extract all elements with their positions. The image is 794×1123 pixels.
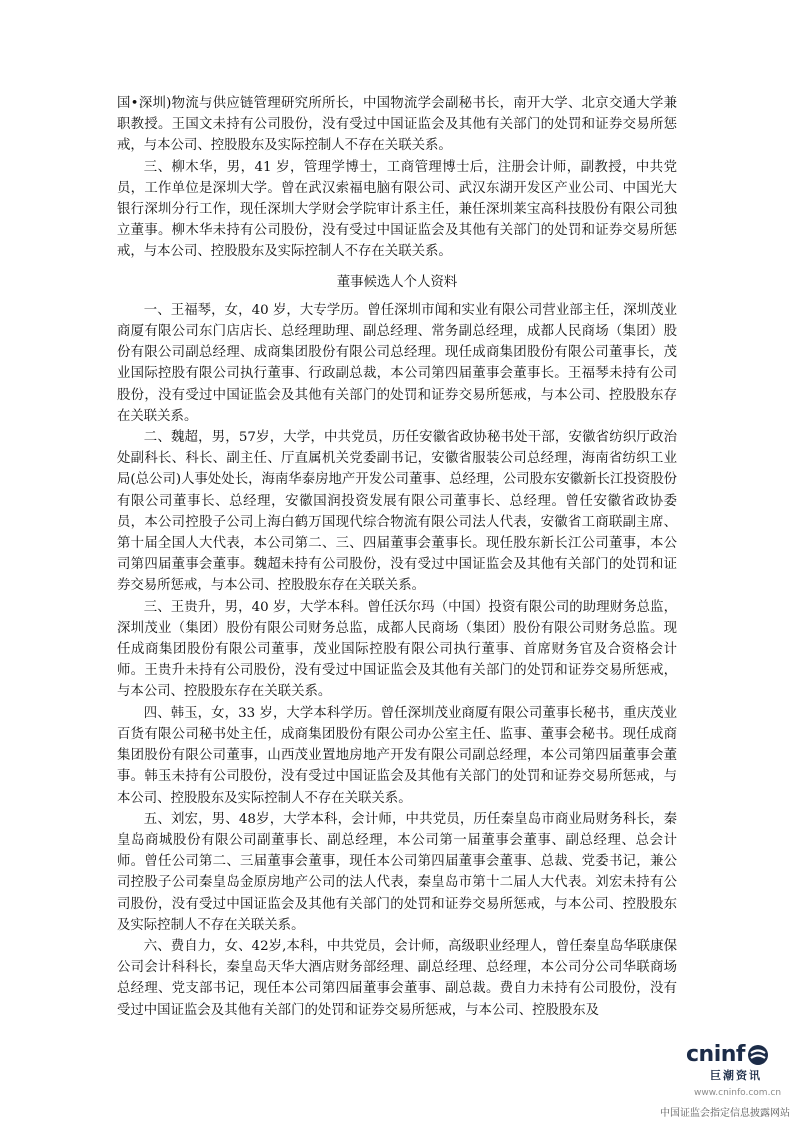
cninfo-logo <box>640 1042 794 1123</box>
logo-mark <box>686 1042 769 1067</box>
paragraph: 三、柳木华，男，41 岁，管理学博士，工商管理博士后，注册会计师，副教授，中共党员，工作单位是深圳大学。曾在武汉索福电脑有限公司、武汉东湖开发区产业公司、中国光大银行深圳分行工作，现任深圳大学财会学院审计系主任，兼任深圳莱宝高科技股份有限公司独立董事。柳木华未持有公司股份，没有受过中国证监会及其他有关部门的处罚和证券交易所惩戒，与本公司、控股股东及实际控制人不存在关联关系。 <box>117 159 677 260</box>
paragraph: 一、王福琴，女，40 岁，大专学历。曾任深圳市闻和实业有限公司营业部主任，深圳茂业商厦有限公司东门店店长、总经理助理、副总经理、常务副总经理，成都人民商场（集团）股份有限公司副总经理、成商集团股份有限公司总经理。现任成商集团股份有限公司董事长，茂业国际控股有限公司执行董事、行政副总裁，本公司第四届董事会董事长。王福琴未持有公司股份，没有受过中国证监会及其他有关部门的处罚和证券交易所惩戒，与本公司、控股股东存在关联关系。 <box>117 302 677 424</box>
logo-site-caption: 中国证监会指定信息披露网站 <box>660 1108 790 1119</box>
logo-chinese-name: 巨潮资讯 <box>710 1069 762 1082</box>
paragraph-group-bottom <box>117 300 677 1021</box>
paragraph: 国•深圳)物流与供应链管理研究所所长，中国物流学会副秘书长，南开大学、北京交通大学兼职教授。王国文未持有公司股份，没有受过中国证监会及其他有关部门的处罚和证券交易所惩戒，与本公司、控股股东及实际控制人不存在关联关系。 <box>117 96 677 154</box>
paragraph-group-top <box>117 93 677 263</box>
paragraph: 二、魏超，男，57岁，大学，中共党员，历任安徽省政协秘书处干部，安徽省纺织厅政治处副科长、科长、副主任、厅直属机关党委副书记，安徽省服装公司总经理，海南省纺织工业局(总公司)人事处处长，海南华泰房地产开发公司董事、总经理，公司股东安徽新长江投资股份有限公司董事长、总经理，安徽国润投资发展有限公司董事长、总经理。曾任安徽省政协委员，本公司控股子公司上海白鹤万国现代综合物流有限公司法人代表，安徽省工商联副主席、第十届全国人大代表，本公司第二、三、四届董事会董事长。现任股东新长江公司董事，本公司第四届董事会董事。魏超未持有公司股份，没有受过中国证监会及其他有关部门的处罚和证券交易所惩戒，与本公司、控股股东存在关联关系。 <box>117 430 677 594</box>
document-body <box>117 93 677 1021</box>
section-heading: 董事候选人个人资料 <box>336 274 458 290</box>
paragraph: 六、费自力，女、42岁,本科，中共党员，会计师，高级职业经理人，曾任秦皇岛华联康保公司会计科科长，秦皇岛天华大酒店财务部经理、副总经理、总经理，本公司分公司华联商场总经理、党支部书记，现任本公司第四届董事会董事、副总裁。费自力未持有公司股份，没有受过中国证监会及其他有关部门的处罚和证券交易所惩戒，与本公司、控股股东及 <box>117 938 677 1018</box>
logo-brand-text: cninf <box>686 1042 745 1067</box>
logo-swirl-icon <box>747 1044 769 1066</box>
paragraph: 五、刘宏，男、48岁，大学本科，会计师，中共党员，历任秦皇岛市商业局财务科长，秦皇岛商城股份有限公司副董事长、副总经理，本公司第一届董事会董事、副总经理、总会计师。曾任公司第二、三届董事会董事，现任本公司第四届董事会董事、总裁、党委书记，兼公司控股子公司秦皇岛金原房地产公司的法人代表，秦皇岛市第十二届人大代表。刘宏未持有公司股份，没有受过中国证监会及其他有关部门的处罚和证券交易所惩戒，与本公司、控股股东及实际控制人不存在关联关系。 <box>117 811 677 933</box>
paragraph: 四、韩玉，女，33 岁，大学本科学历。曾任深圳茂业商厦有限公司董事长秘书，重庆茂业百货有限公司秘书处主任，成商集团股份有限公司办公室主任、监事、董事会秘书。现任成商集团股份有限公司董事，山西茂业置地房地产开发有限公司副总经理，本公司第四届董事会董事。韩玉未持有公司股份，没有受过中国证监会及其他有关部门的处罚和证券交易所惩戒，与本公司、控股股东及实际控制人不存在关联关系。 <box>117 705 677 806</box>
logo-url: www.cninfo.com.cn <box>694 1088 782 1098</box>
paragraph: 三、王贵升，男，40 岁，大学本科。曾任沃尔玛（中国）投资有限公司的助理财务总监，深圳茂业（集团）股份有限公司财务总监，成都人民商场（集团）股份有限公司财务总监。现任成商集团股份有限公司董事，茂业国际控股有限公司执行董事、首席财务官及合资格会计师。王贵升未持有公司股份，没有受过中国证监会及其他有关部门的处罚和证券交易所惩戒，与本公司、控股股东存在关联关系。 <box>117 599 677 700</box>
